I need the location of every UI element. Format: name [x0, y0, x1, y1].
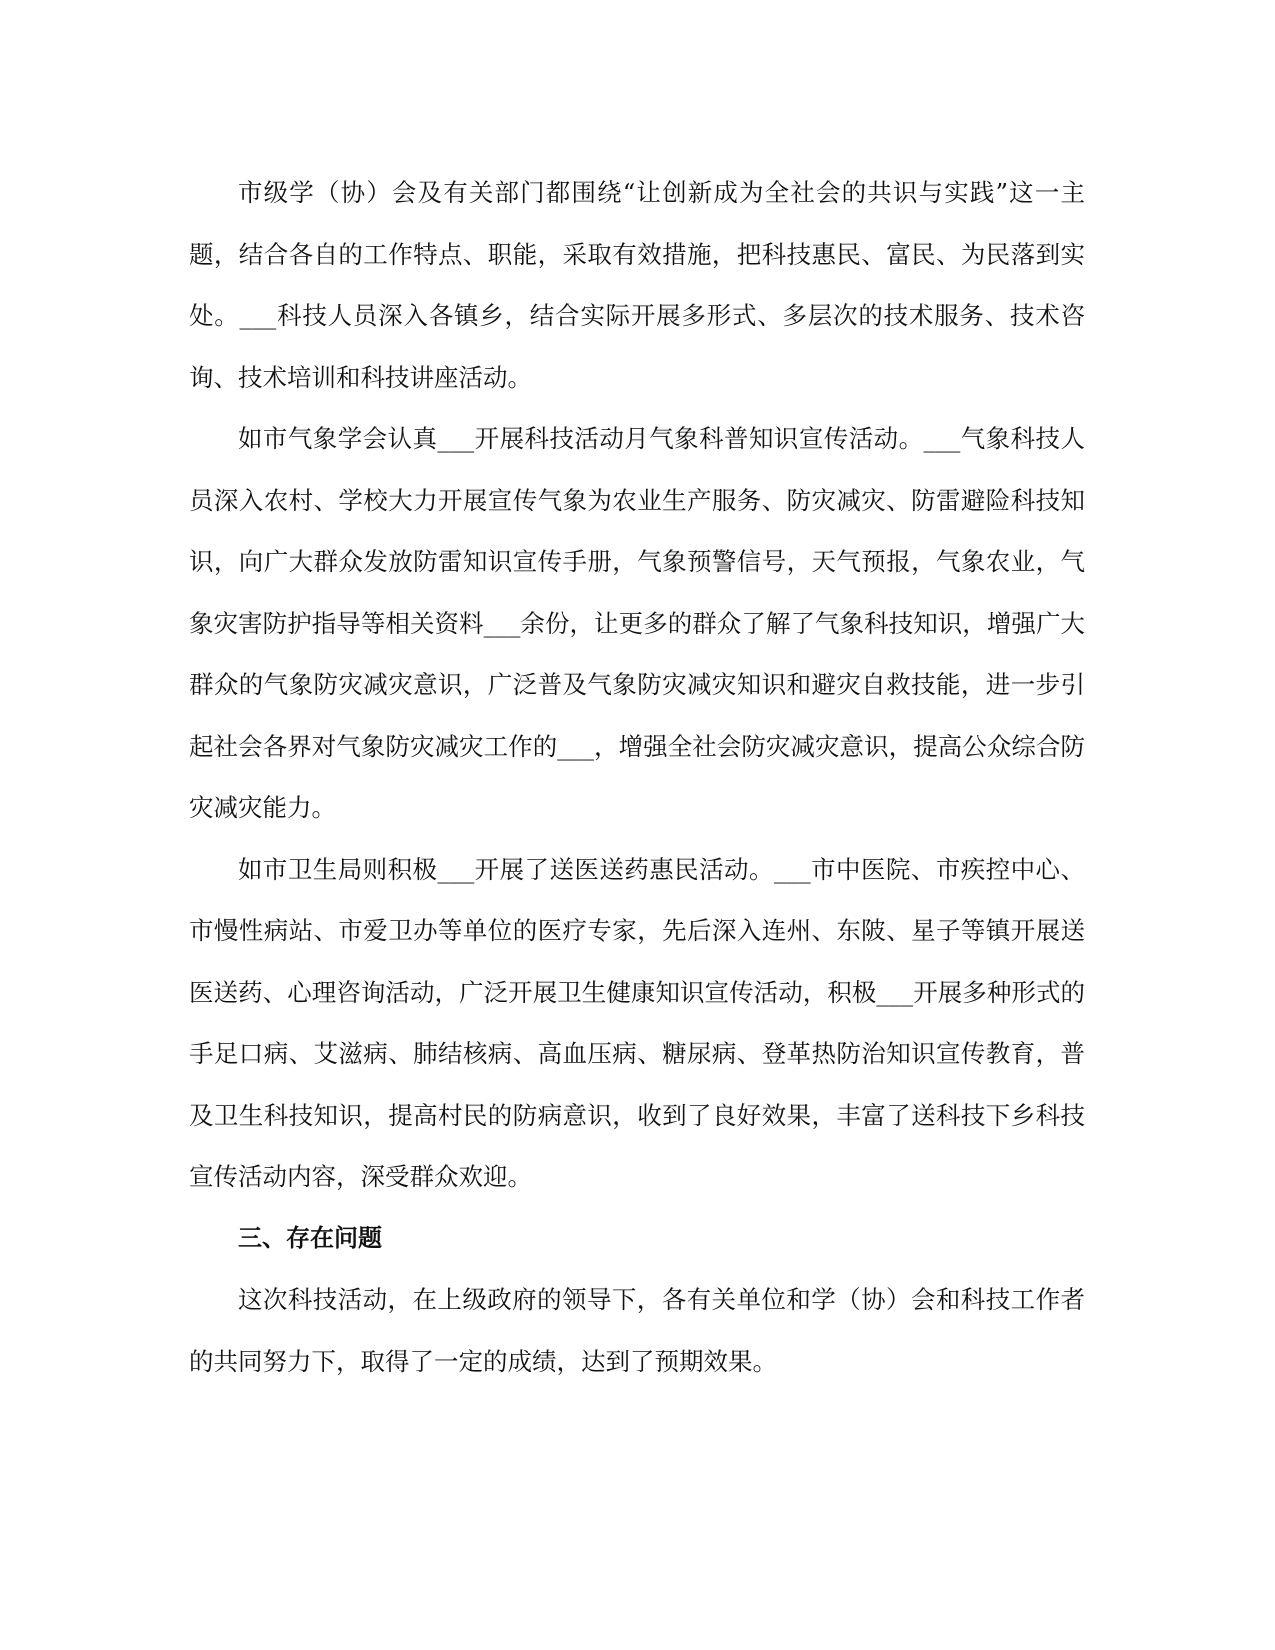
section-heading-problems: 三、存在问题 — [238, 1223, 382, 1252]
paragraph-meteorology-society: 如市气象学会认真___开展科技活动月气象科普知识宣传活动。___气象科技人员深入农村、学校大力开展宣传气象为农业生产服务、防灾减灾、防雷避险科技知识，向广大群众发放防雷知识宣传手册，气象预警信号，天气预报，气象农业，气象灾害防护指导等相关资料___余份，让更多的群众了解了气象科技知识，增强广大群众的气象防灾减灾意识，广泛普及气象防灾减灾知识和避灾自救技能，进一步引起社会各界对气象防灾减灾工作的___，增强全社会防灾减灾意识，提高公众综合防灾减灾能力。 — [189, 424, 1085, 822]
paragraph-closing: 这次科技活动，在上级政府的领导下，各有关单位和学（协）会和科技工作者的共同努力下，取得了一定的成绩，达到了预期效果。 — [189, 1285, 1085, 1376]
paragraph-health-bureau: 如市卫生局则积极___开展了送医送药惠民活动。___市中医院、市疾控中心、市慢性病站、市爱卫办等单位的医疗专家，先后深入连州、东陂、星子等镇开展送医送药、心理咨询活动，广泛开展卫生健康知识宣传活动，积极___开展多种形式的手足口病、艾滋病、肺结核病、高血压病、糖尿病、登革热防治知识宣传教育，普及卫生科技知识，提高村民的防病意识，收到了良好效果，丰富了送科技下乡科技宣传活动内容，深受群众欢迎。 — [189, 854, 1085, 1191]
document-body — [189, 162, 1085, 1392]
paragraph-science-outreach: 市级学（协）会及有关部门都围绕“让创新成为全社会的共识与实践”这一主题，结合各自的工作特点、职能，采取有效措施，把科技惠民、富民、为民落到实处。___科技人员深入各镇乡，结合实际开展多形式、多层次的技术服务、技术咨询、技术培训和科技讲座活动。 — [189, 178, 1085, 392]
